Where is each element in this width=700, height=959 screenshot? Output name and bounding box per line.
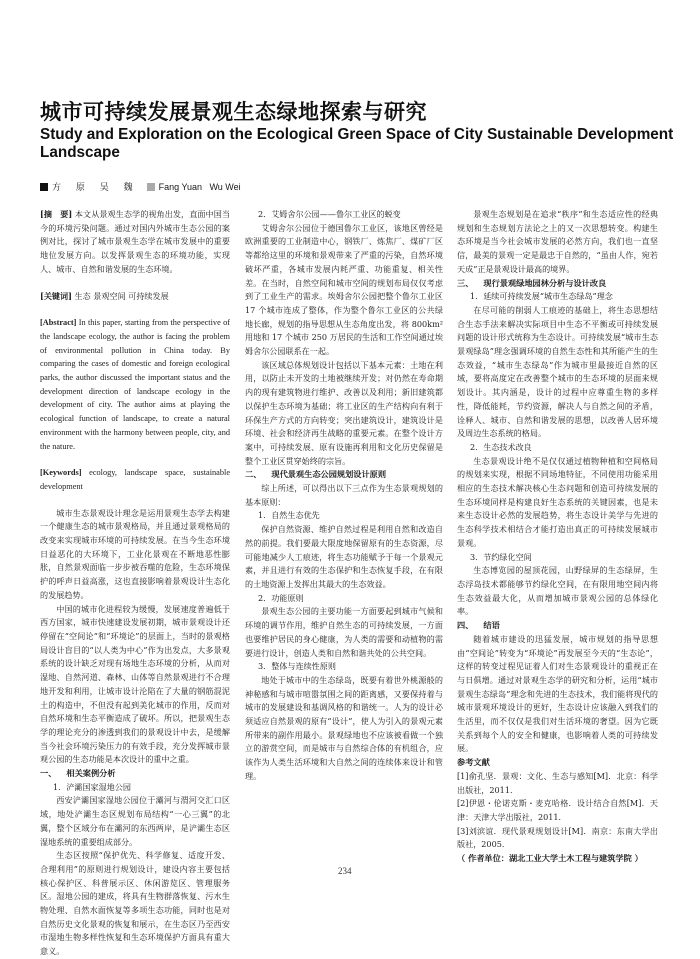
abstract-text: 本文从景观生态学的视角出发，直面中国当今的环境污染问题。通过对国内外城市生态公园的案例对比，探讨了城市景观生态学在城市发展中的重要地位发展方向。以发挥景观生态的环境功能，实现人、城市、自然和谐发展的生态环境。 [40,209,230,274]
body-paragraph: 景观生态规划是在追求“秩序”和生态适应性的经典规划和生态规划方法论之上的又一次思想转变。构建生态环境是当今社会城市发展的必然方向，我们也一直坚信，最美的景观一定是最忠于自然的，“虽由人作，宛若天成”正是景观设计最高的境界。 [457,209,658,274]
grey-square-icon [147,183,155,191]
abstract-english [40,316,230,453]
section-number: 四、 [457,620,474,631]
subheading: 2．艾姆舍尔公园——鲁尔工业区的蜕变 [257,209,401,219]
keywords-text: 生态 景观空间 可持续发展 [71,290,169,301]
section-title: 现代景观生态公园规划设计原则 [271,469,387,480]
column-right [457,208,658,866]
abstract-label: [摘 要] [40,209,73,219]
page-number: 234 [338,866,352,876]
section-title: 现行景观绿地园林分析与设计改良 [483,277,607,288]
keywords-english [40,466,230,493]
section-heading-3 [457,277,658,291]
keywords-label: [关键词] [40,290,72,301]
section-title: 相关案例分析 [66,768,116,779]
abstract-en-text: In this paper, starting from the perspective of the landscape ecology, the author is facing the problem of environmental pollution in China today. By comparing the cases of domestic and foreign ecological parks, the author discussed the important status and the development direction of landscape ecology in the development of city. The author aims at playing the ecological function of landscape, to create a natural environment with the harmony between people, city, and the nature. [40,318,230,451]
body-paragraph: 艾姆舍尔公园位于德国鲁尔工业区，该地区曾经是欧洲重要的工业制造中心，钢铁厂、炼焦厂、煤矿厂区等都给这里的环境和景观带来了严重的污染，自然环境破坏严重，各城市发展内耗严重、功能重复、相关性差。在当时，自然空间和城市空间的规划布局仅仅考虑到了工业生产的需求。埃姆舍尔公园把整个鲁尔工业区 17 个城市连成了整体，作为整个鲁尔工业区的公共绿地长廊，规划的指导思想从生态角度出发，将 800km²用地和 17 个城市 250 万居民的生活和工作空间通过埃姆舍尔公园联系在一起。 [245,222,443,357]
keywords-en-label: [Keywords] [40,468,82,478]
column-left [40,208,230,959]
references-heading: 参考文献 [457,757,490,768]
reference-item: [1]俞孔坚．景观：文化、生态与感知[M]．北京：科学出版社，2011． [457,770,658,795]
body-paragraph: 生态区按照“保护优先、科学修复、适度开发、合理利用”的原则进行规划设计，建设内容主要包括核心保护区、科普展示区、休闲游览区、管理服务区。湿地公园的建成，将具有生物群落恢复、污水生物处理、自然水面恢复等多项生态功能，同时也是对自然历史文化景观的恢复和展示，在生态区乃至西安市湿地生物多样性恢复和生态环境保护方面具有重大意义。 [40,850,230,957]
body-paragraph: 保护自然资源、维护自然过程是利用自然和改造自然的前提。我们要最大限度地保留原有的生态资源，尽可能地减少人工痕迹，将生态功能赋予于每一个景观元素，并且进行有效的生态保护和生态恢复手段，在有限的土地资源上发挥出其最大的生态效益。 [245,524,443,589]
author-affiliation: （ 作者单位：湖北工业大学土木工程与建筑学院 ） [457,853,643,864]
authors-english: Fang Yuan Wu Wei [158,181,241,192]
body-paragraph: 该区域总体规划设计包括以下基本元素：土地在利用，以防止未开发的土地被继续开发；对仍然在寿命期内的现有建筑物进行维护、改善以及利用；新旧建筑都以保护生态环境为基础；将工业区的生产结构向有利于环保生产方式的方向转变；突出建筑设计，建筑设计是环境、社会和经济再生战略的重要元素。在整个设计方案中，可持续发展、原有设施再利用和文化历史保留是整个工业区贯穿始终的宗旨。 [245,359,443,466]
section-heading-1 [40,767,230,781]
body-paragraph: 生态博览园的屋顶花园，山野绿屏的生态绿屏，生态浮岛技术都能够节约绿化空间，在有限用地空间内将生态效益最大化，从而增加城市景观公园的总体绿化率。 [457,565,658,617]
section-title: 结语 [483,620,500,631]
black-square-icon [40,183,48,191]
authors-line [40,180,241,193]
body-paragraph: 西安浐灞国家湿地公园位于灞河与渭河交汇口区域，地处浐灞生态区规划布局结构“一心三翼”的北翼，整个区域分布在灞河的东西两岸，是浐灞生态区湿地系统的重要组成部分。 [40,795,230,847]
section-heading-2 [245,468,443,482]
body-paragraph: 在尽可能的削弱人工痕迹的基础上，将生态思想结合生态手法来解决实际项目中生态不平衡或可持续发展问题的设计形式统称为生态设计。可持续发展“城市生态景观绿岛”理念强调环境的自然生态性和其所能产生的生态效益，“城市生态绿岛”作为城市里最接近自然的区域，要将高度定在改善整个城市的生态环境的层面来规划设计。其内涵是，设计的过程中应尊重生物的多样性，降低能耗，节约资源，解决人与自然之间的矛盾，诠释人、城市、自然和谐发展的思想，以改善人居环境及周边生态系统的格局。 [457,304,658,439]
abstract-en-label: [Abstract] [40,318,77,328]
title-english: Study and Exploration on the Ecological Green Space of City Sustainable Development Landscape [40,126,674,161]
keywords-en-text: ecology, landscape space, sustainable development [40,468,230,491]
subheading: 1．延续可持续发展“城市生态绿岛”理念 [469,291,613,302]
abstract-chinese [40,208,230,277]
subheading: 3．整体与连续性原则 [257,661,336,672]
body-paragraph: 景观生态公园的主要功能一方面要起到城市气候和环境的调节作用，维护自然生态的可持续发展，一方面也要维护居民的身心健康，为人类的需要和动植物的需要进行设计，创造人类和自然和谐共处的公共空间。 [245,606,443,658]
body-paragraph: 生态景观设计绝不是仅仅通过植物种植和空间格局的规划来实现，根据不同场地特征，不同使用功能采用相应的生态技术解决核心生态问题和创造可持续发展的生态环境同样是构建良好生态系统的关键因素，也是未来生态设计必然的发展趋势，将生态设计美学与先进的生态科学技术相结合才能打造出真正的可持续发展城市景观。 [457,455,658,548]
authors-chinese: 方 原 吴 魏 [52,183,139,193]
subheading: 2．功能原则 [257,592,304,603]
body-paragraph: 城市生态景观设计理念是运用景观生态学去构建一个健康生态的城市景观格局，并且通过景观格局的改变来实现城市环境的可持续发展。在当今生态环境日益恶化的大环境下，工业化景观在不断地恶性膨胀，自然景观面临一步步被吞噬的危险，生态环境保护的呼声日益高涨，这也直接影响着景观设计生态化的发展趋势。 [40,507,230,600]
title-chinese: 城市可持续发展景观生态绿地探索与研究 [40,100,427,124]
section-heading-4 [457,619,658,633]
subheading: 1．自然生态优先 [257,510,320,521]
section-number: 一、 [40,768,57,779]
keywords-chinese [40,290,230,304]
subheading: 1．浐灞国家湿地公园 [52,781,131,792]
body-paragraph: 随着城市建设的迅猛发展，城市规划的指导思想由“空间论”转变为“环境论”再发展至今天的“生态论”，这样的转变过程见证着人们对生态景观设计的重视正在与日俱增。通过对景观生态学的研究和分析，运用“城市景观生态绿岛”理念和先进的生态技术，我们能将现代的城市景观环境设计的更好，生态设计应该融入到我们的生活里，而不仅仅是我们对生活环境的奢望。因为它既关系到每个人的安全和健康，也影响着人类的可持续发展。 [457,633,658,754]
section-number: 三、 [457,277,474,288]
body-paragraph: 综上所述，可以得出以下三点作为生态景观规划的基本原则： [245,483,443,507]
reference-item: [3]刘滨谊．现代景观规划设计[M]．南京：东南大学出版社，2005． [457,825,658,850]
subheading: 3．节约绿化空间 [469,551,532,562]
body-paragraph: 地处于城市中的生态绿岛，既要有着世外桃源般的神秘感和与城市喧嚣氛围之间的距离感，又要保持着与城市的发展建设和基调风格的和谐统一。人为的设计必须适应自然景观的原有“设计”，使人为引入的景观元素所带来的副作用最小。景观绿地也不应该被看做一个独立的游赏空间，而是城市与自然综合体的有机组合，应该作为人类生活环境和大自然之间的连续体来设计和管理。 [245,674,443,781]
subheading: 2．生态技术改良 [469,441,532,452]
column-middle [245,208,443,784]
body-paragraph: 中国的城市化进程较为缓慢，发展速度普遍低于西方国家，城市快速建设发展初期，城市景观设计还停留在“空间论”和“环境论”的层面上，当时的景观格局设计盲目的“以人类为中心”作为出发点，大多景观系统的设计缺乏对现有场地生态环境的分析，从而对湿地、自然河道、森林、山体等自然景观进行不合理地开发和利用，让城市设计沦陷在了大量的钢筋混泥土的构造中，不但没有起到美化城市的作用，反而对自然环境和生态平衡造成了破坏。所以，把景观生态学的理论充分的渗透到我们的景观设计中去，是缓解当今社会环境污染压力的有效手段，充分发挥城市景观公园的生态功能是本次设计的重中之重。 [40,603,230,765]
reference-item: [2]伊恩・伦诺克斯・麦克哈格．设计结合自然[M]．天津：天津大学出版社，2011． [457,798,658,822]
section-number: 二、 [245,469,262,480]
